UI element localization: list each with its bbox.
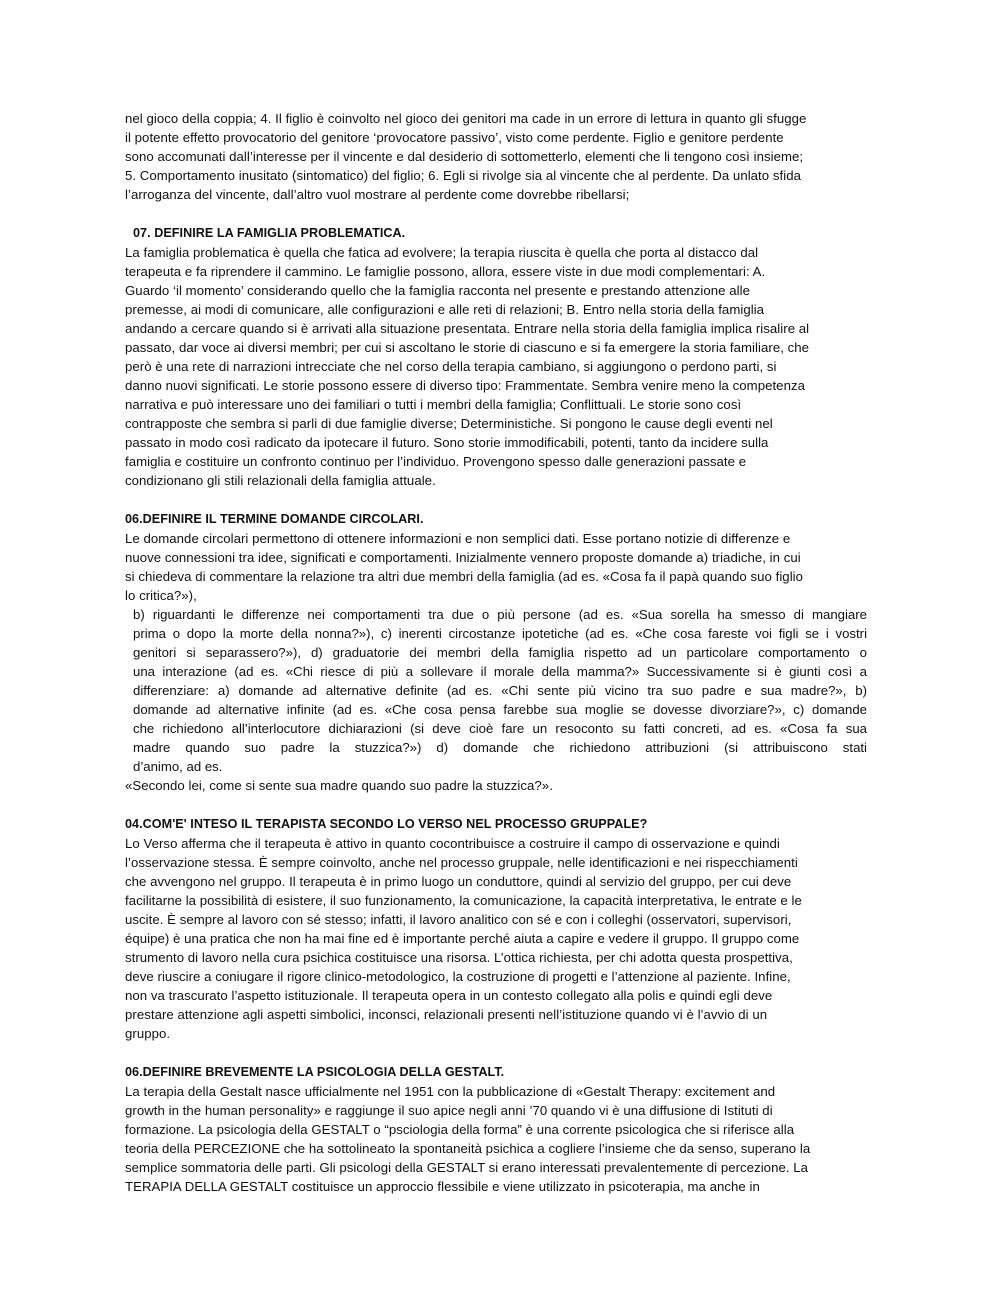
text-line: andando a cercare quando si è arrivati alla situazione presentata. Entrare nella storia della famiglia implica risalire al <box>125 321 810 336</box>
section-heading: 04.COM'E' INTESO IL TERAPISTA SECONDO LO VERSO NEL PROCESSO GRUPPALE? <box>125 817 648 831</box>
section-heading: 06.DEFINIRE IL TERMINE DOMANDE CIRCOLARI. <box>125 512 424 526</box>
text-line: nuove connessioni tra idee, significati e comportamenti. Inizialmente vennero proposte domande a) triadiche, in cui <box>125 550 801 565</box>
text-line: La famiglia problematica è quella che fatica ad evolvere; la terapia riuscita è quella che porta al distacco dal <box>125 245 759 260</box>
text-line: 5. Comportamento inusitato (sintomatico) del figlio; 6. Egli si rivolge sia al vincente che al perdente. Da unlato sfida <box>125 168 801 183</box>
text-line: Lo Verso afferma che il terapeuta è attivo in quanto cocontribuisce a costruire il campo di osservazione e quindi <box>125 836 780 851</box>
text-line: teoria della PERCEZIONE che ha sottolineato la spontaneità psichica a cogliere l’insieme che da senso, superano la <box>125 1141 811 1156</box>
text-line: Le domande circolari permettono di ottenere informazioni e non semplici dati. Esse portano notizie di differenze e <box>125 531 791 546</box>
text-line: contrapposte che sembra si parli di due famiglie diverse; Deterministiche. Si pongono le cause degli eventi nel <box>125 416 773 431</box>
text-line: passato in modo così radicato da ipotecare il futuro. Sono storie immodificabili, potenti, tanto da incidere sulla <box>125 435 769 450</box>
text-line: uscite. È sempre al lavoro con sé stesso; infatti, il lavoro analitico con sé e con i colleghi (osservatori, supervisori, <box>125 912 792 927</box>
text-line: formazione. La psicologia della GESTALT o “psciologia della forma” è una corrente psicologica che si riferisce alla <box>125 1122 795 1137</box>
text-line: lo critica?»), <box>125 588 197 603</box>
indented-text-line: una interazione (ad es. «Chi riesce di più a sollevare il morale della mamma?» Successivamente si è giunti così a <box>133 664 867 679</box>
indented-text-line: madre quando suo padre la stuzzica?») d) domande che richiedono attribuzioni (si attribuiscono stati <box>133 740 867 755</box>
text-line: però è una rete di narrazioni intrecciate che nel corso della terapia cambiano, si aggiungono o perdono parti, si <box>125 359 777 374</box>
text-line: narrativa e può interessare uno dei familiari o tutti i membri della famiglia; Conflittuali. Le storie sono così <box>125 397 742 412</box>
text-line: sono accomunati dall’interesse per il vincente e dal desiderio di sottometterlo, elementi che li tengono così insieme; <box>125 149 804 164</box>
text-line: l’arroganza del vincente, dall’altro vuol mostrare al perdente come dovrebbe ribellarsi; <box>125 187 630 202</box>
text-line: premesse, ai modi di comunicare, alle configurazioni e alle reti di relazioni; B. Entro nella storia della famiglia <box>125 302 765 317</box>
indented-text-line: genitori si separassero?»), d) graduatorie dei membri della famiglia rispetto ad un particolare comportamento o <box>133 645 867 660</box>
text-line: strumento di lavoro nella cura psichica costituisce una risorsa. L’ottica richiesta, per chi adotta questa prospettiva, <box>125 950 793 965</box>
text-line: semplice sommatoria delle parti. Gli psicologi della GESTALT si erano interessati prevalentemente di percezione. La <box>125 1160 809 1175</box>
text-line: famiglia e costituire un confronto continuo per l’individuo. Provengono spesso dalle generazioni passate e <box>125 454 747 469</box>
text-line: prestare attenzione agli aspetti simbolici, inconsci, relazionali presenti nell’istituzione quando vi è l’avvio di un <box>125 1007 768 1022</box>
text-line: facilitarne la possibilità di esistere, il suo funzionamento, la comunicazione, la capacità interpretativa, le entrate e le <box>125 893 802 908</box>
text-line: che avvengono nel gruppo. Il terapeuta è in primo luogo un conduttore, quindi al servizio del gruppo, per cui deve <box>125 874 792 889</box>
text-line: danno nuovi significati. Le storie possono essere di diverso tipo: Frammentate. Sembra venire meno la competenza <box>125 378 805 393</box>
text-line: passato, dar voce ai diversi membri; per cui si ascoltano le storie di ciascuno e si fa emergere la storia familiare, che <box>125 340 810 355</box>
text-line: si chiedeva di commentare la relazione tra altri due membri della famiglia (ad es. «Cosa fa il papà quando suo figlio <box>125 569 804 584</box>
text-line: nel gioco della coppia; 4. Il figlio è coinvolto nel gioco dei genitori ma cade in un errore di lettura in quanto gli sfugge <box>125 111 807 126</box>
text-line: gruppo. <box>125 1026 171 1041</box>
text-line: TERAPIA DELLA GESTALT costituisce un approccio flessibile e viene utilizzato in psicoterapia, ma anche in <box>125 1179 760 1194</box>
indented-text-line: differenziare: a) domande ad alternative definite (ad es. «Chi sente più vicino tra suo padre e sua madre?», b) <box>133 683 867 698</box>
text-line: terapeuta e fa riprendere il cammino. Le famiglie possono, allora, essere viste in due modi complementari: A. <box>125 264 766 279</box>
text-line: «Secondo lei, come si sente sua madre quando suo padre la stuzzica?». <box>125 778 553 793</box>
text-line: condizionano gli stili relazionali della famiglia attuale. <box>125 473 436 488</box>
text-line: deve riuscire a coniugare il rigore clinico-metodologico, la costruzione di progetti e l’attenzione al paziente. Infine, <box>125 969 791 984</box>
text-line: non va trascurato l’aspetto istituzionale. Il terapeuta opera in un contesto collegato alla polis e quindi egli deve <box>125 988 773 1003</box>
text-line: La terapia della Gestalt nasce ufficialmente nel 1951 con la pubblicazione di «Gestalt Therapy: excitement and <box>125 1084 776 1099</box>
indented-text-line: d’animo, ad es. <box>133 759 223 774</box>
indented-text-line: domande ad alternative infinite (ad es. «Che cosa pensa farebbe sua moglie se dovesse divorziare?», c) domande <box>133 702 867 717</box>
text-line: growth in the human personality» e raggiunge il suo apice negli anni ’70 quando vi è una diffusione di Istituti di <box>125 1103 773 1118</box>
section-heading: 06.DEFINIRE BREVEMENTE LA PSICOLOGIA DELLA GESTALT. <box>125 1065 505 1079</box>
text-line: l’osservazione stessa. È sempre coinvolto, anche nel processo gruppale, nelle identificazioni e nei rispecchiamenti <box>125 855 798 870</box>
section-heading: 07. DEFINIRE LA FAMIGLIA PROBLEMATICA. <box>133 226 406 240</box>
text-line: il potente effetto provocatorio del genitore ‘provocatore passivo’, visto come perdente. Figlio e genitore perdente <box>125 130 784 145</box>
indented-text-line: prima o dopo la morte della nonna?»), c) inerenti circostanze ipotetiche (ad es. «Che cosa fareste voi figli se i vostri <box>133 626 867 641</box>
indented-text-line: b) riguardanti le differenze nei comportamenti tra due o più persone (ad es. «Sua sorella ha smesso di mangiare <box>133 607 867 622</box>
text-line: équipe) è una pratica che non ha mai fine ed è importante perché aiuta a capire e vedere il gruppo. Il gruppo come <box>125 931 800 946</box>
indented-text-line: che richiedono all’interlocutore dichiarazioni (si deve cioè fare un resoconto su fatti concreti, ad es. «Cosa fa sua <box>133 721 867 736</box>
text-line: Guardo ‘il momento’ considerando quello che la famiglia racconta nel presente e prestando attenzione alle <box>125 283 750 298</box>
